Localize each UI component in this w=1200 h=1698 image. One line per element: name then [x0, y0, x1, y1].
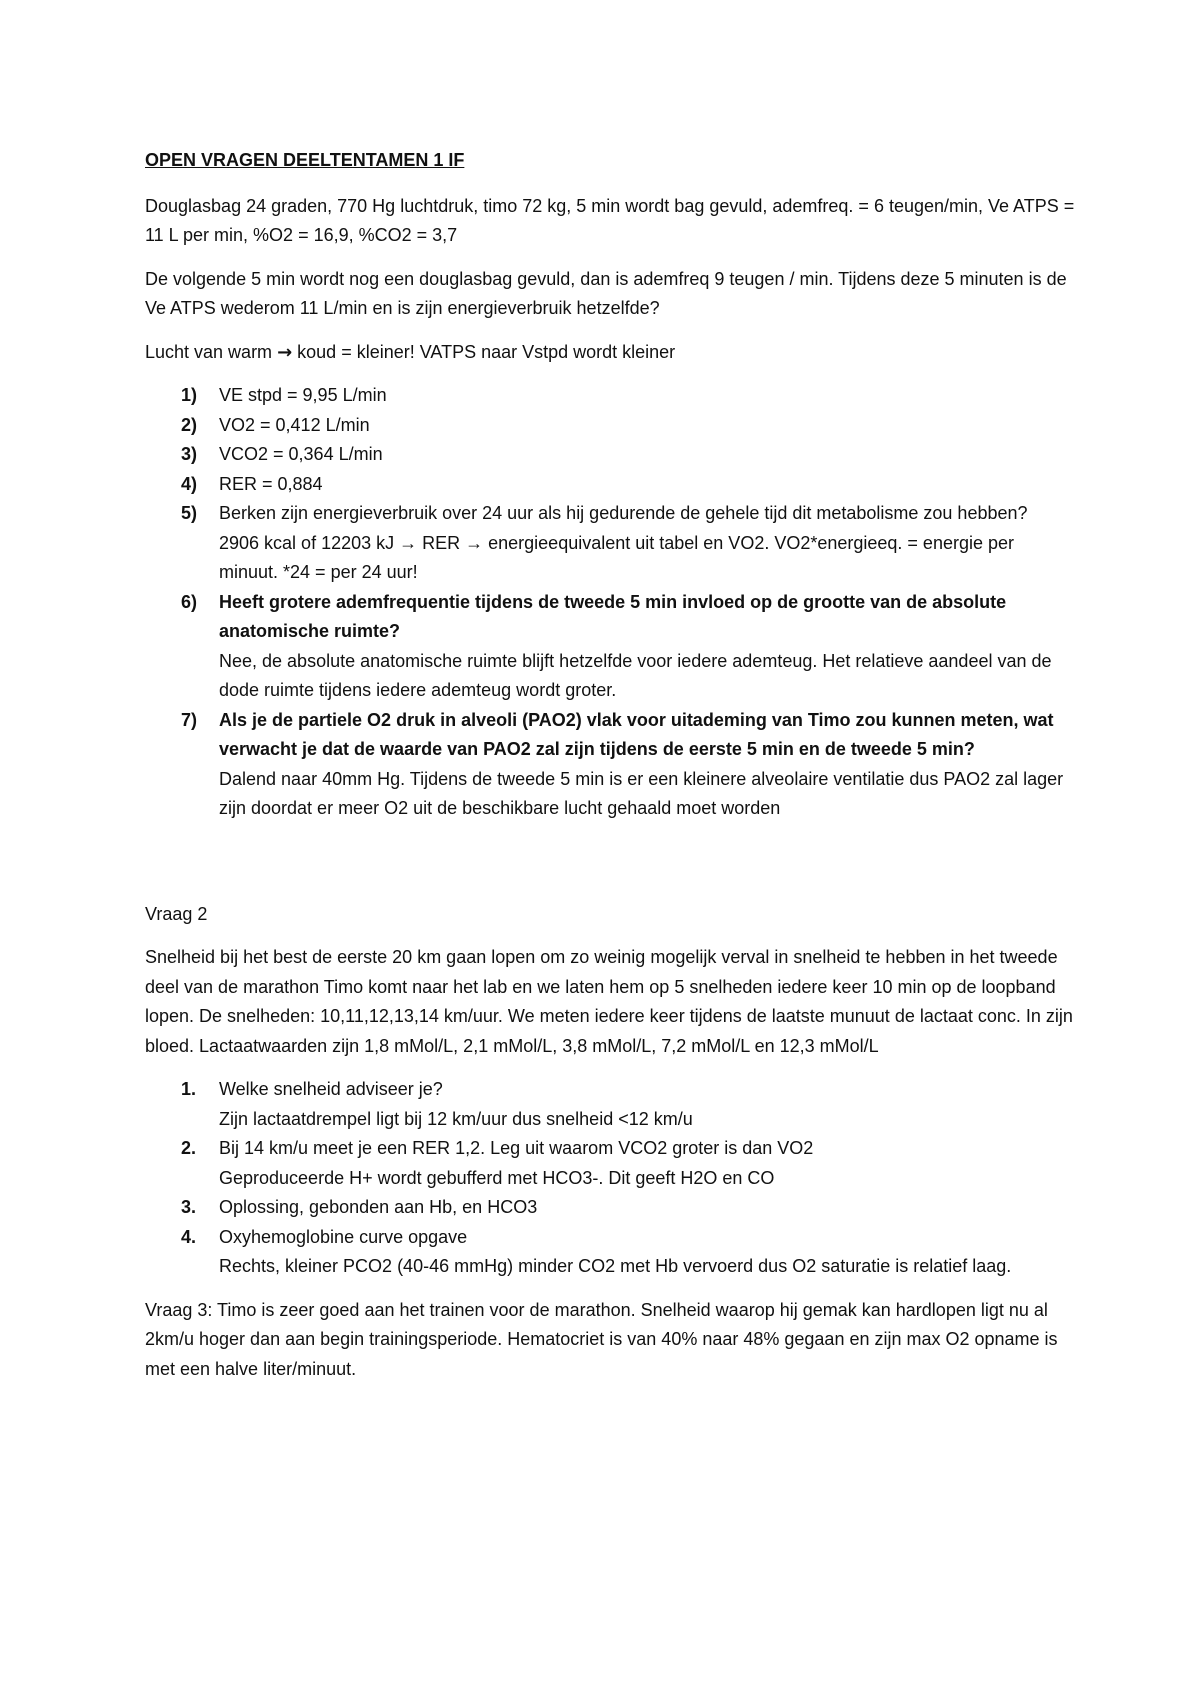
section-gap [145, 838, 1075, 900]
item-number: 6) [181, 591, 198, 612]
item-number: 4) [181, 473, 198, 494]
item-number: 5) [181, 503, 198, 523]
intro-paragraph-2: De volgende 5 min wordt nog een douglasbag gevuld, dan is ademfreq 9 teugen / min. Tijdens deze 5 minuten is de Ve ATPS wederom 11 L/min en is zijn energieverbruik hetzelfde? [145, 268, 1067, 318]
arrow-icon: → [277, 341, 293, 363]
question-list-1 [145, 381, 1075, 824]
item-text: VCO2 = 0,364 L/min [219, 444, 383, 464]
document-title: OPEN VRAGEN DEELTENTAMEN 1 IF [145, 150, 465, 170]
item-text: RER = 0,884 [219, 473, 323, 494]
answer-text: Zijn lactaatdrempel ligt bij 12 km/uur dus snelheid <12 km/u [219, 1108, 693, 1129]
question-text: Welke snelheid adviseer je? [219, 1079, 443, 1099]
item-number: 2. [181, 1138, 197, 1158]
item-number: 2) [181, 414, 198, 435]
question-text: Bij 14 km/u meet je een RER 1,2. Leg uit waarom VCO2 groter is dan VO2 [219, 1138, 814, 1158]
item-number: 3. [181, 1197, 197, 1217]
vraag2-heading: Vraag 2 [145, 903, 208, 924]
item-number: 1) [181, 385, 198, 405]
answer-text: Rechts, kleiner PCO2 (40-46 mmHg) minder CO2 met Hb vervoerd dus O2 saturatie is relatief laag. [219, 1256, 1012, 1276]
question-list-2 [145, 1075, 1075, 1282]
list-item [145, 440, 1075, 470]
item-number: 4. [181, 1226, 197, 1247]
item-number: 7) [181, 709, 198, 730]
list-item [145, 706, 1075, 824]
item-text: VO2 = 0,412 L/min [219, 414, 370, 435]
item-text: VE stpd = 9,95 L/min [219, 385, 387, 405]
document-content [145, 146, 1075, 1398]
answer-text: Nee, de absolute anatomische ruimte blijft hetzelfde voor iedere ademteug. Het relatieve aandeel van de dode ruimte tijdens iedere ademteug wordt groter. [219, 650, 1052, 700]
list-item [145, 499, 1075, 588]
list-item [145, 1223, 1075, 1282]
question-text: Oxyhemoglobine curve opgave [219, 1226, 468, 1247]
answer-text: 2906 kcal of 12203 kJ → RER → energieequivalent uit tabel en VO2. VO2*energieeq. = energie per minuut. *24 = per 24 uur! [219, 532, 1014, 582]
note-text-after: koud = kleiner! VATPS naar Vstpd wordt kleiner [292, 341, 676, 362]
vraag2-text: Snelheid bij het best de eerste 20 km gaan lopen om zo weinig mogelijk verval in snelheid te hebben in het tweede deel van de marathon Timo komt naar het lab en we laten hem op 5 snelheden iedere keer 10 min op de loopband lopen. De snelheden: 10,11,12,13,14 km/uur. We meten iedere keer tijdens de laatste munuut de lactaat conc. In zijn bloed. Lactaatwaarden zijn 1,8 mMol/L, 2,1 mMol/L, 3,8 mMol/L, 7,2 mMol/L en 12,3 mMol/L [145, 947, 1073, 1056]
answer-text: Dalend naar 40mm Hg. Tijdens de tweede 5 min is er een kleinere alveolaire ventilatie dus PAO2 zal lager zijn doordat er meer O2 uit de beschikbare lucht gehaald moet worden [219, 768, 1064, 818]
question-text: Heeft grotere ademfrequentie tijdens de tweede 5 min invloed op de grootte van de absolute anatomische ruimte? [219, 591, 1007, 641]
question-text: Oplossing, gebonden aan Hb, en HCO3 [219, 1197, 538, 1217]
list-item [145, 411, 1075, 441]
note-text-before: Lucht van warm [145, 341, 278, 362]
question-text: Berken zijn energieverbruik over 24 uur als hij gedurende de gehele tijd dit metabolisme zou hebben? [219, 503, 1028, 523]
note-paragraph [145, 338, 1075, 368]
list-item [145, 381, 1075, 411]
vraag3-text: Vraag 3: Timo is zeer goed aan het trainen voor de marathon. Snelheid waarop hij gemak kan hardlopen ligt nu al 2km/u hoger dan aan begin trainingsperiode. Hematocriet is van 40% naar 48% gegaan en zijn max O2 opname is met een halve liter/minuut. [145, 1299, 1058, 1379]
answer-text: Geproduceerde H+ wordt gebufferd met HCO3-. Dit geeft H2O en CO [219, 1167, 775, 1188]
intro-paragraph-1: Douglasbag 24 graden, 770 Hg luchtdruk, timo 72 kg, 5 min wordt bag gevuld, ademfreq. = 6 teugen/min, Ve ATPS = 11 L per min, %O2 = 16,9, %CO2 = 3,7 [145, 195, 1075, 245]
list-item [145, 588, 1075, 706]
list-item [145, 1075, 1075, 1134]
list-item [145, 1134, 1075, 1193]
item-number: 3) [181, 444, 198, 464]
question-text: Als je de partiele O2 druk in alveoli (PAO2) vlak voor uitademing van Timo zou kunnen meten, wat verwacht je dat de waarde van PAO2 zal zijn tijdens de eerste 5 min en de tweede 5 min? [219, 709, 1054, 759]
item-number: 1. [181, 1079, 197, 1099]
list-item [145, 1193, 1075, 1223]
list-item [145, 470, 1075, 500]
